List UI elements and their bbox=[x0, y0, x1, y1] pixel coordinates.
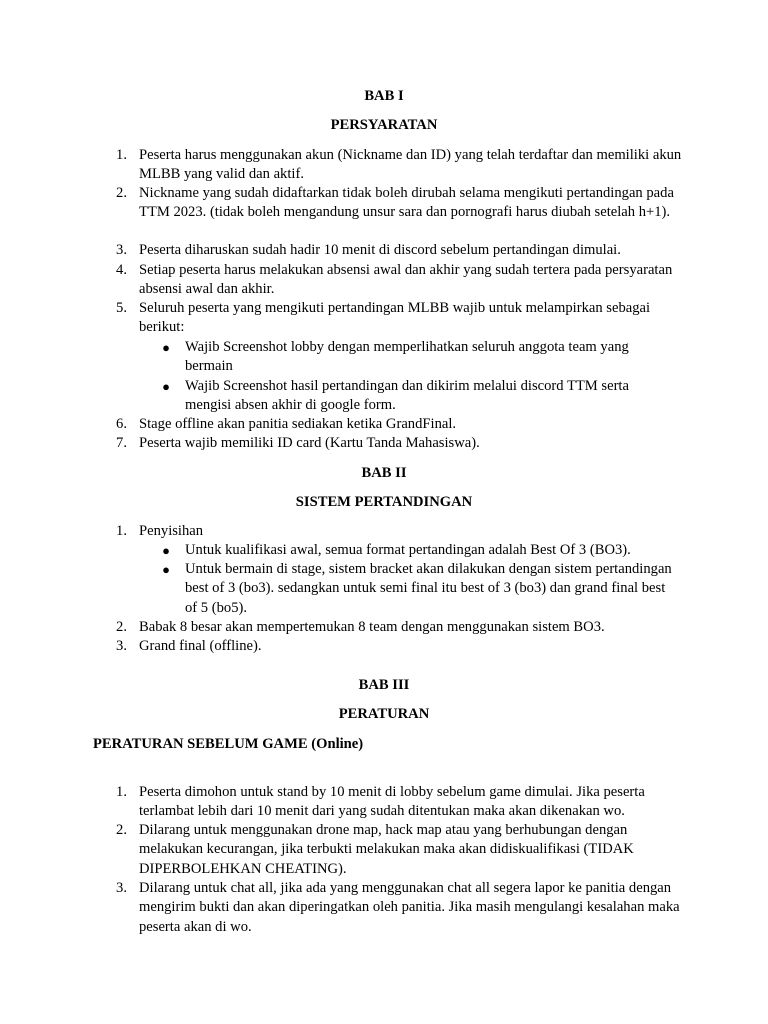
list-number: 7. bbox=[116, 435, 127, 451]
chapter-title: BAB II bbox=[361, 465, 407, 481]
list-text: Dilarang untuk menggunakan drone map, hack map atau yang berhubungan dengan melakukan kecurangan, jika terbukti melakukan maka akan didiskualifikasi (TIDAK DIPERBOLEHKAN CHEATING). bbox=[139, 822, 634, 877]
bullet-text: Wajib Screenshot hasil pertandingan dan dikirim melalui discord TTM serta mengisi absen akhir di google form. bbox=[185, 378, 629, 414]
bullet-text: Untuk bermain di stage, sistem bracket akan dilakukan dengan sistem pertandingan best of 3 (bo3). sedangkan untuk semi final itu best of 3 (bo3) dan grand final best of 5 (bo5). bbox=[185, 561, 672, 616]
list-text: Peserta harus menggunakan akun (Nickname dan ID) yang telah terdaftar dan memiliki akun MLBB yang valid dan aktif. bbox=[139, 147, 682, 183]
list-number: 5. bbox=[116, 300, 127, 316]
section-heading: PERATURAN SEBELUM GAME (Online) bbox=[93, 736, 364, 752]
bullet-text: Untuk kualifikasi awal, semua format pertandingan adalah Best Of 3 (BO3). bbox=[185, 542, 631, 558]
list-number: 3. bbox=[116, 638, 127, 654]
list-number: 1. bbox=[116, 784, 127, 800]
list-text: Peserta dimohon untuk stand by 10 menit di lobby sebelum game dimulai. Jika peserta terlambat lebih dari 10 menit dari yang sudah ditentukan maka akan dikenakan wo. bbox=[139, 784, 645, 820]
chapter-title: BAB III bbox=[358, 677, 410, 693]
bullet-dot-icon: ● bbox=[162, 340, 170, 355]
list-text: Dilarang untuk chat all, jika ada yang menggunakan chat all segera lapor ke panitia dengan mengirim bukti dan akan diperingatkan oleh panitia. Jika masih mengulangi kesalahan maka peserta akan di wo. bbox=[139, 880, 680, 935]
list-number: 3. bbox=[116, 880, 127, 896]
list-text: Seluruh peserta yang mengikuti pertandingan MLBB wajib untuk melampirkan sebagai berikut: bbox=[139, 300, 651, 336]
list-text: Stage offline akan panitia sediakan ketika GrandFinal. bbox=[139, 416, 457, 432]
bullet-dot-icon: ● bbox=[162, 379, 170, 394]
chapter-subtitle: PERATURAN bbox=[338, 706, 430, 722]
list-number: 3. bbox=[116, 242, 127, 258]
bullet-dot-icon: ● bbox=[162, 562, 170, 577]
list-text: Grand final (offline). bbox=[139, 638, 262, 654]
list-text: Peserta wajib memiliki ID card (Kartu Tanda Mahasiswa). bbox=[139, 435, 480, 451]
list-number: 1. bbox=[116, 523, 127, 539]
list-text: Penyisihan bbox=[139, 523, 204, 539]
list-text: Babak 8 besar akan mempertemukan 8 team dengan menggunakan sistem BO3. bbox=[139, 619, 605, 635]
list-number: 6. bbox=[116, 416, 127, 432]
chapter-subtitle: SISTEM PERTANDINGAN bbox=[295, 494, 473, 510]
chapter-title: BAB I bbox=[364, 88, 404, 104]
bullet-text: Wajib Screenshot lobby dengan memperlihatkan seluruh anggota team yang bermain bbox=[185, 339, 629, 375]
list-number: 2. bbox=[116, 822, 127, 838]
list-number: 1. bbox=[116, 147, 127, 163]
list-text: Nickname yang sudah didaftarkan tidak boleh dirubah selama mengikuti pertandingan pada TTM 2023. (tidak boleh mengandung unsur sara dan pornografi harus diubah setelah h+1). bbox=[139, 185, 674, 221]
chapter-subtitle: PERSYARATAN bbox=[330, 117, 438, 133]
list-number: 2. bbox=[116, 619, 127, 635]
bullet-dot-icon: ● bbox=[162, 543, 170, 558]
list-number: 2. bbox=[116, 185, 127, 201]
list-text: Peserta diharuskan sudah hadir 10 menit di discord sebelum pertandingan dimulai. bbox=[139, 242, 621, 258]
list-number: 4. bbox=[116, 262, 127, 278]
list-text: Setiap peserta harus melakukan absensi awal dan akhir yang sudah tertera pada persyaratan absensi awal dan akhir. bbox=[139, 262, 673, 298]
